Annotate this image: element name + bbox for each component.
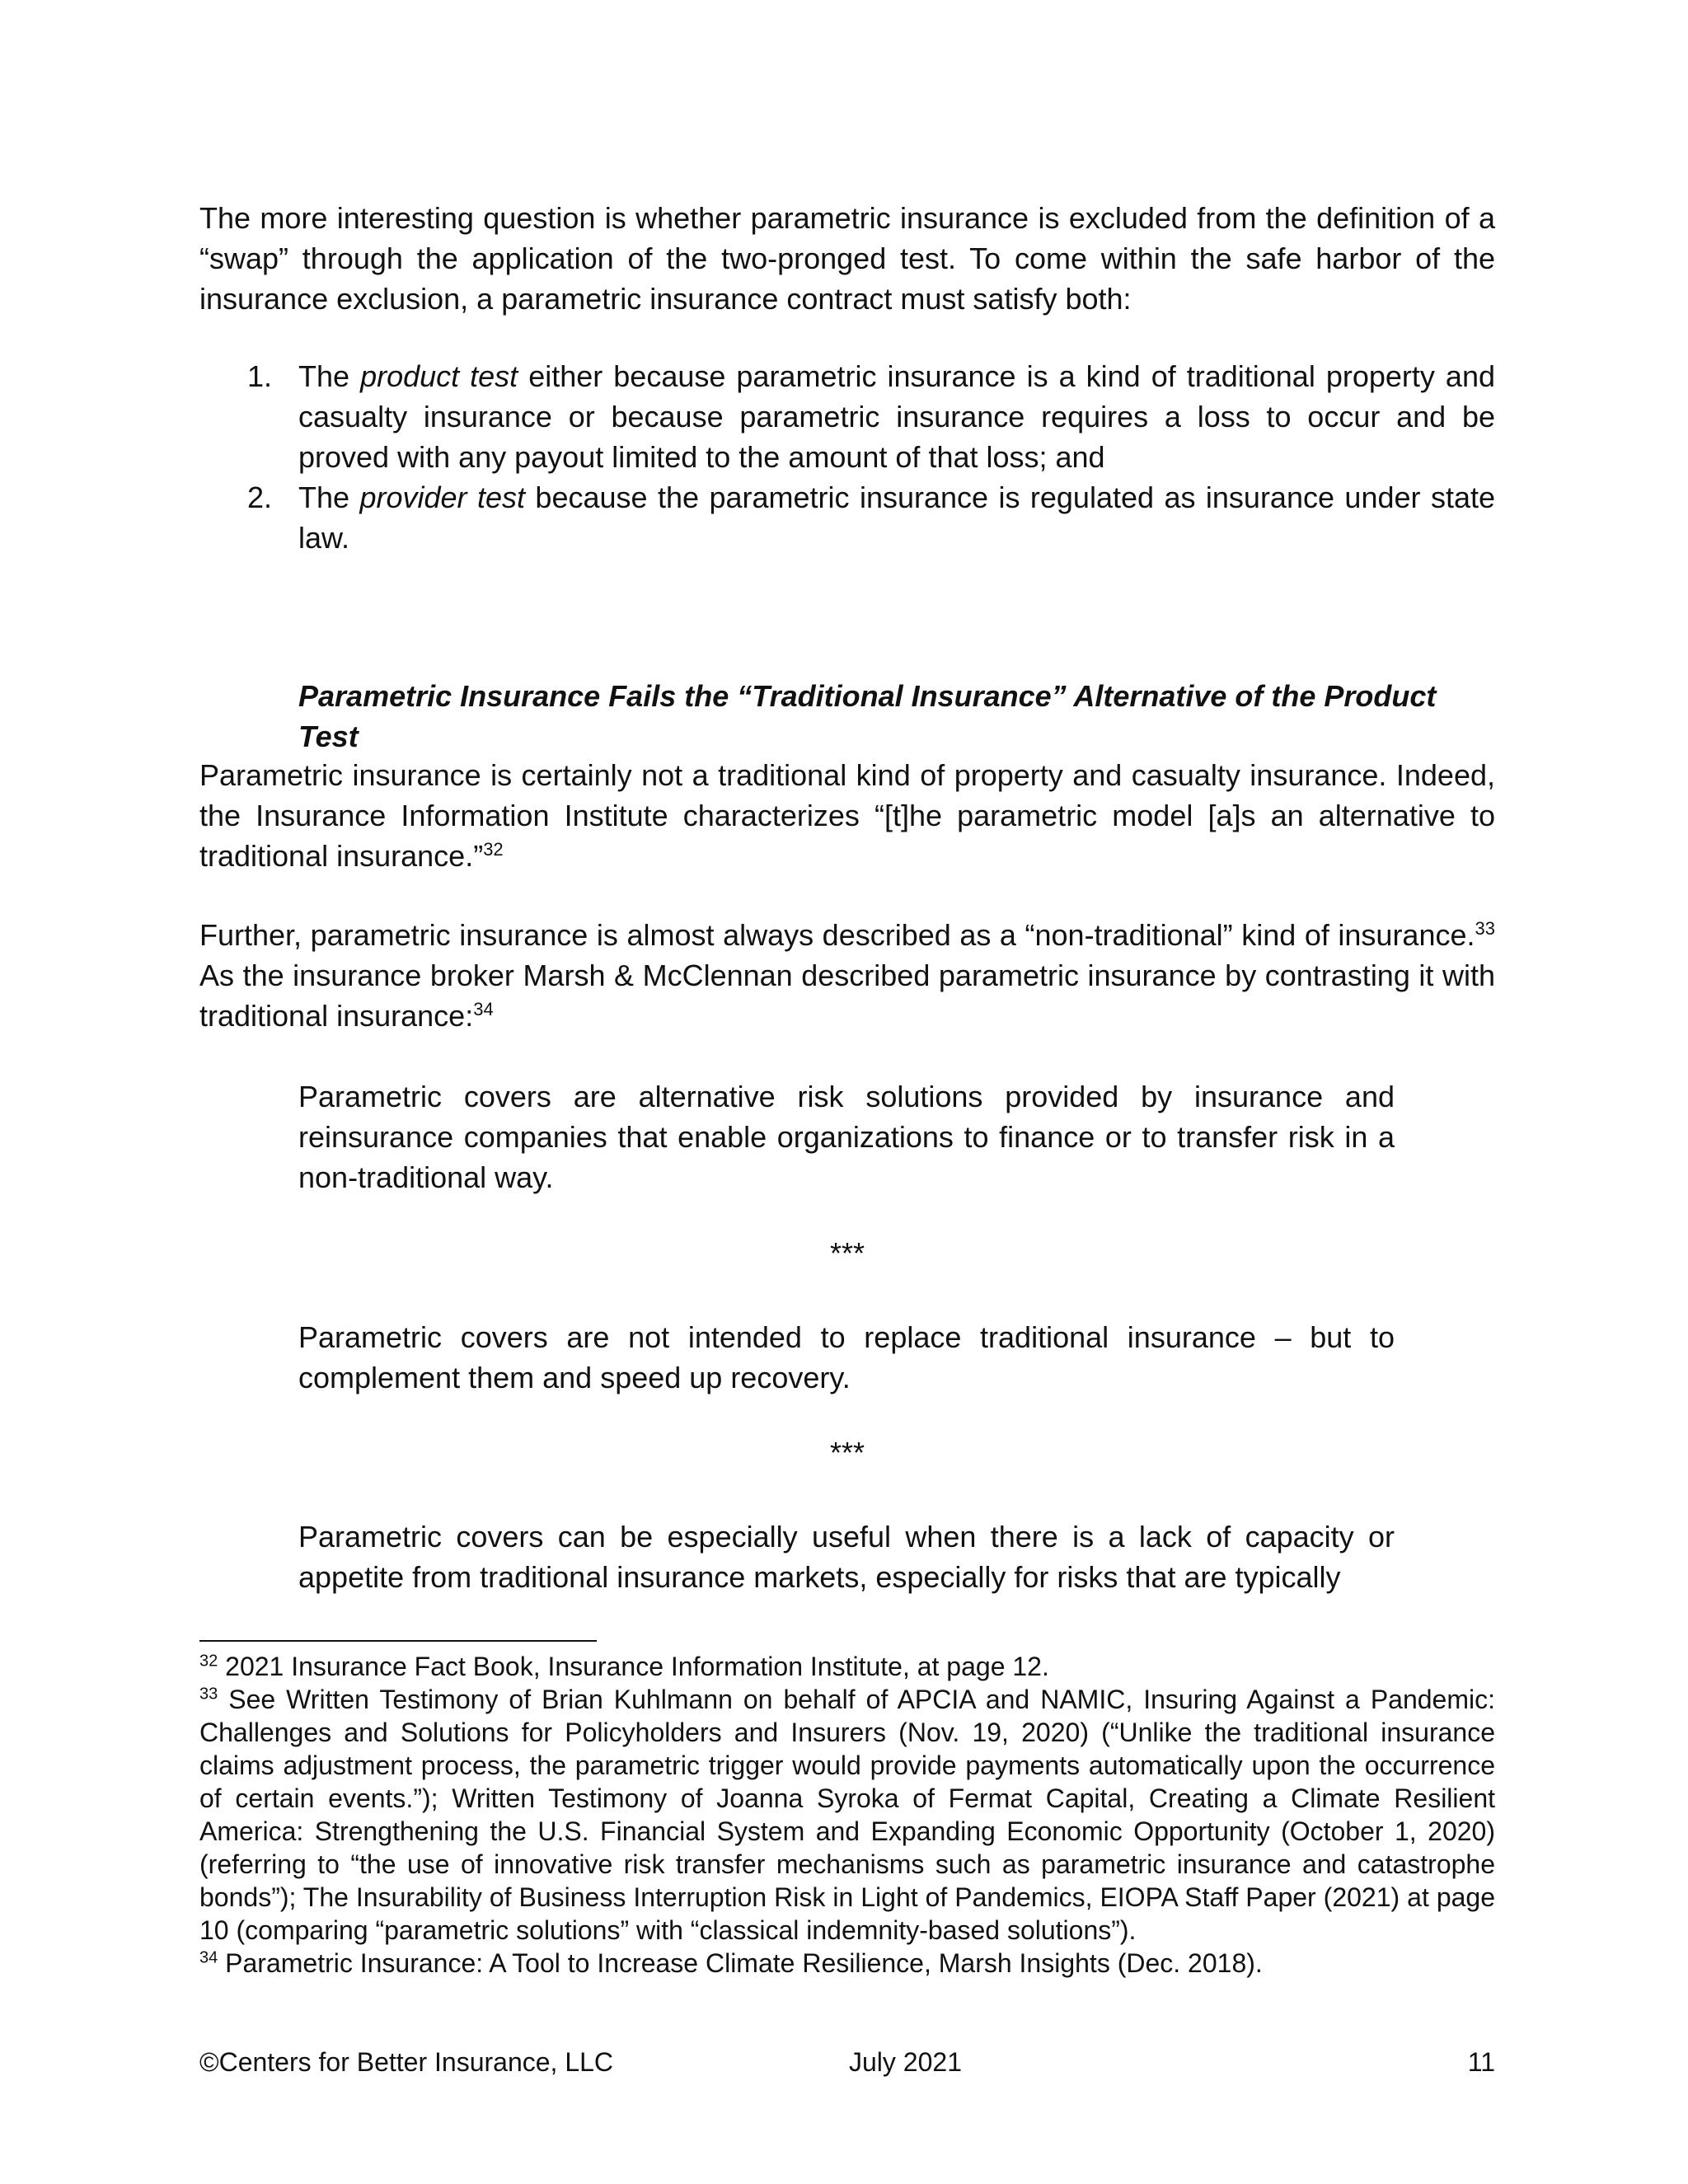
footnote-number: 32	[199, 1652, 218, 1671]
footnote-reference[interactable]: 34	[473, 999, 494, 1019]
list-item-product-test	[199, 356, 1495, 477]
footnote-reference[interactable]: 32	[483, 839, 504, 860]
list-item-number: 2.	[247, 480, 273, 514]
footnote-text: Parametric Insurance: A Tool to Increase Climate Resilience, Marsh Insights (Dec. 2018).	[218, 1948, 1263, 1978]
list-item-provider-test	[199, 477, 1495, 558]
footnote-text: See Written Testimony of Brian Kuhlmann on behalf of APCIA and NAMIC, Insuring Against a Pandemic: Challenges and Solutions for Policyholders and Insurers (Nov. 19, 2020) (“Unlike the traditional insurance claims adjustment process, the parametric trigger would provide payments automatically upon the occurrence of certain events.”); Written Testimony of Joanna Syroka of Fermat Capital, Creating a Climate Resilient America: Strengthening the U.S. Financial System and Expanding Economic Opportunity (October 1, 2020) (referring to “the use of innovative risk transfer mechanisms such as parametric insurance and catastrophe bonds”); The Insurability of Business Interruption Risk in Light of Pandemics, EIOPA Staff Paper (2021) at page 10 (comparing “parametric solutions” with “classical indemnity-based solutions”).	[199, 1685, 1495, 1945]
footnote-number: 34	[199, 1948, 218, 1967]
paragraph-text: As the insurance broker Marsh & McClennan described parametric insurance by contrasting it with traditional insurance:	[199, 958, 1495, 1033]
list-item-lead: The	[298, 480, 360, 514]
paragraph-non-traditional	[199, 915, 1495, 1036]
quote-separator: ***	[829, 1436, 865, 1469]
list-item-lead: The	[298, 359, 361, 393]
footnote-divider	[199, 1640, 597, 1642]
page-number: 11	[1467, 2047, 1495, 2077]
two-prong-test-list	[199, 356, 1495, 558]
list-item-text: either because parametric insurance is a kind of traditional property and casualty insurance or because parametric insurance requires a loss to occur and be proved with any payout limited to the amount of that loss; and	[298, 359, 1495, 474]
intro-paragraph: The more interesting question is whether parametric insurance is excluded from the definition of a “swap” through the application of the two-pronged test. To come within the safe harbor of the insurance exclusion, a parametric insurance contract must satisfy both:	[199, 201, 1495, 316]
paragraph-text: Further, parametric insurance is almost always described as a “non-traditional” kind of insurance.	[199, 918, 1475, 952]
footer-date: July 2021	[849, 2047, 962, 2077]
paragraph-text: Parametric insurance is certainly not a traditional kind of property and casualty insurance. Indeed, the Insurance Information Institute characterizes “[t]he parametric model [a]s an alternative to traditional insurance.”	[199, 758, 1495, 873]
block-quote: Parametric covers are not intended to replace traditional insurance – but to complement them and speed up recovery.	[298, 1320, 1395, 1394]
footnote-32	[199, 1650, 1495, 1683]
list-item-number: 1.	[247, 359, 273, 393]
page-footer	[199, 2044, 1495, 2080]
footnote-33	[199, 1683, 1495, 1947]
block-quote: Parametric covers can be especially useful when there is a lack of capacity or appetite from traditional insurance markets, especially for risks that are typically	[298, 1520, 1395, 1594]
section-subheading: Parametric Insurance Fails the “Traditional Insurance” Alternative of the Product Test	[298, 679, 1437, 753]
block-quote: Parametric covers are alternative risk solutions provided by insurance and reinsurance companies that enable organizations to finance or to transfer risk in a non-traditional way.	[298, 1080, 1395, 1194]
footnote-34	[199, 1947, 1495, 1980]
footer-copyright: ©Centers for Better Insurance, LLC	[199, 2047, 614, 2077]
footnote-number: 33	[199, 1685, 218, 1704]
list-item-text: because the parametric insurance is regulated as insurance under state law.	[298, 480, 1495, 555]
list-item-term: provider test	[359, 480, 525, 514]
quote-separator: ***	[829, 1236, 865, 1270]
footnotes-section	[199, 1650, 1495, 1980]
footnote-text: 2021 Insurance Fact Book, Insurance Information Institute, at page 12.	[218, 1652, 1049, 1681]
footnote-reference[interactable]: 33	[1475, 918, 1495, 939]
list-item-term: product test	[360, 359, 518, 393]
paragraph-traditional-insurance	[199, 755, 1495, 876]
